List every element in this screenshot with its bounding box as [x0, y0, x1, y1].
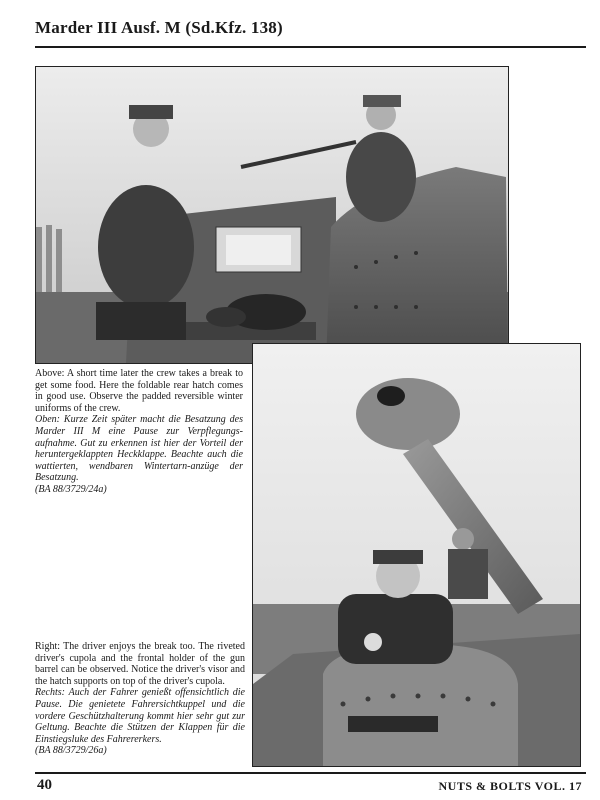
caption-top-photo — [35, 368, 243, 496]
caption-bottom-reference: (BA 88/3729/26a) — [35, 745, 107, 757]
footer-series-title: NUTS & BOLTS VOL. 17 — [438, 779, 582, 793]
footer-rule — [35, 772, 586, 774]
caption-bottom-german: Rechts: Auch der Fahrer genießt offensichtlich die Pause. Die genietete Fahrersichtkuppel und die vordere Geschützhalterung kommt hier sehr gut zur Geltung. Beachte die Stützen der Klappen für die Einstiegsluke des Fahrererkers. — [35, 687, 245, 745]
caption-bottom-photo — [35, 641, 245, 757]
caption-top-german: Oben: Kurze Zeit später macht die Besatzung des Marder III M eine Pause zur Verpflegungs-aufnahme. Gut zu erkennen ist hier der Vorteil der heruntergeklappten Heckklappe. Beachte auch die wattierten, wendbaren Wintertarn-anzüge der Besatzung. — [35, 414, 243, 484]
photo-crew-break — [35, 66, 509, 364]
page-header-title: Marder III Ausf. M (Sd.Kfz. 138) — [35, 18, 283, 37]
caption-top-reference: (BA 88/3729/24a) — [35, 483, 107, 495]
caption-bottom-english: Right: The driver enjoys the break too. The riveted driver's cupola and the frontal holder of the gun barrel can be observed. Notice the driver's visor and the hatch supports on top of the driver's cupola. — [35, 641, 245, 687]
caption-top-english: Above: A short time later the crew takes a break to get some food. Here the foldable rear hatch comes in good use. Observe the padded reversible winter uniforms of the crew. — [35, 368, 243, 414]
header-rule — [35, 46, 586, 48]
photo-driver-cupola — [252, 343, 581, 767]
page-number: 40 — [37, 777, 52, 793]
